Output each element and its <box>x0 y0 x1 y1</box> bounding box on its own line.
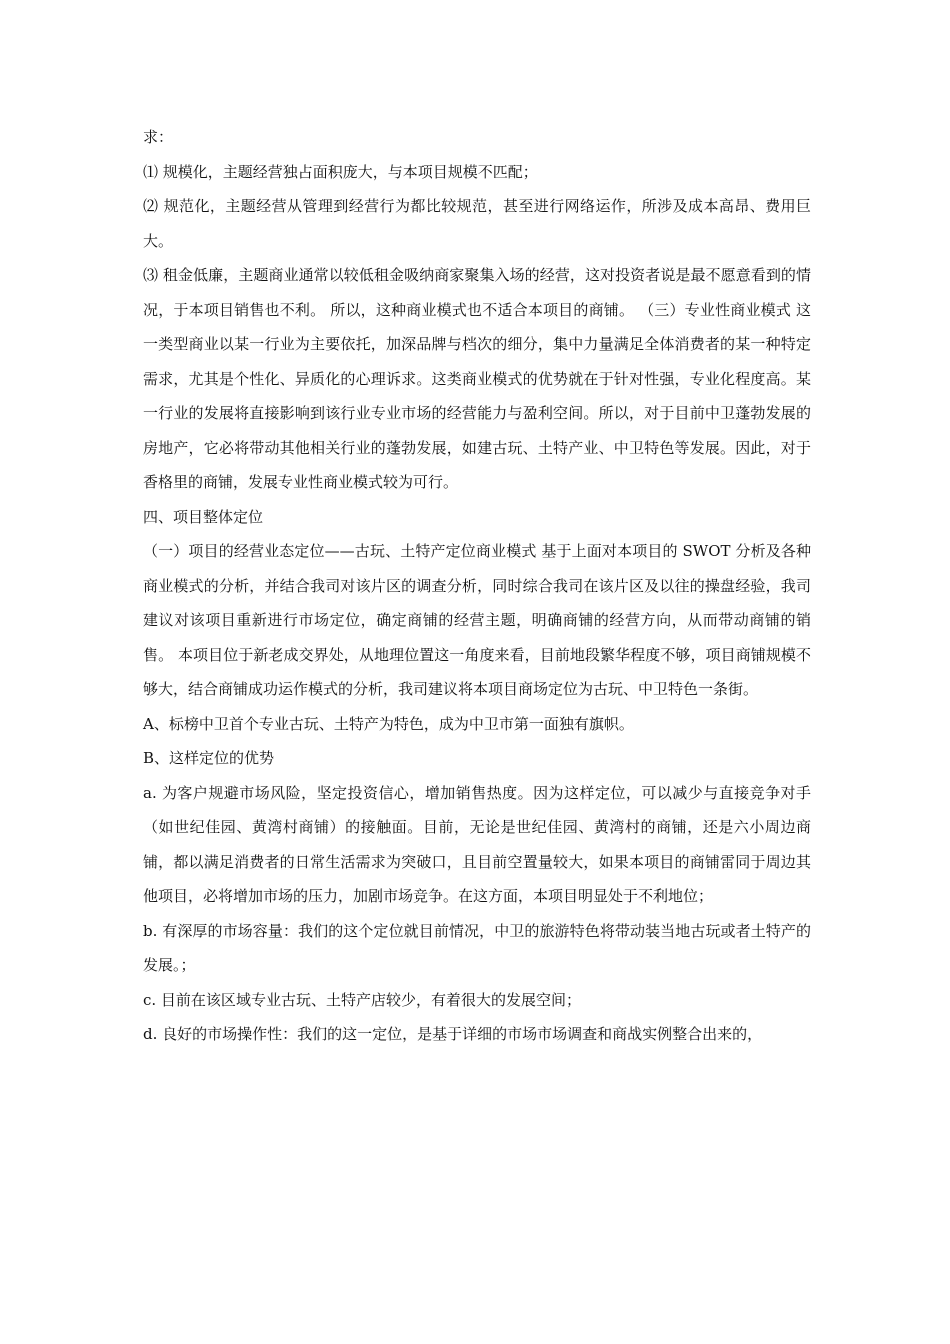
paragraph-advantage-a: a. 为客户规避市场风险，坚定投资信心，增加销售热度。因为这样定位，可以减少与直接竞争对手（如世纪佳园、黄湾村商铺）的接触面。目前，无论是世纪佳园、黄湾村的商铺，还是六小周边商铺，都以满足消费者的日常生活需求为突破口，且目前空置量较大，如果本项目的商铺雷同于周边其他项目，必将增加市场的压力，加剧市场竞争。在这方面，本项目明显处于不利地位； <box>143 783 811 905</box>
paragraph-point-b: B、这样定位的优势 <box>143 749 275 767</box>
paragraph-low-rent: ⑶ 租金低廉，主题商业通常以较低租金吸纳商家聚集入场的经营，这对投资者说是最不愿意看到的情况，于本项目销售也不利。 所以，这种商业模式也不适合本项目的商铺。 （三）专业性商业模式 这一类型商业以某一行业为主要依托，加深品牌与档次的细分，集中力量满足全体消费者的某一种特定需求，尤其是个性化、异质化的心理诉求。这类商业模式的优势就在于针对性强，专业化程度高。某一行业的发展将直接影响到该行业专业市场的经营能力与盈利空间。所以，对于目前中卫蓬勃发展的房地产，它必将带动其他相关行业的蓬勃发展，如建古玩、土特产业、中卫特色等发展。因此，对于香格里的商铺，发展专业性商业模式较为可行。 <box>143 266 811 491</box>
paragraph-advantage-b: b. 有深厚的市场容量：我们的这个定位就目前情况，中卫的旅游特色将带动装当地古玩或者土特产的发展。； <box>143 921 811 974</box>
paragraph-business-positioning: （一）项目的经营业态定位——古玩、土特产定位商业模式 基于上面对本项目的 SWOT 分析及各种商业模式的分析，并结合我司对该片区的调查分析，同时综合我司在该片区及以往的操盘经验，我司建议对该项目重新进行市场定位，确定商铺的经营主题，明确商铺的经营方向，从而带动商铺的销售。 本项目位于新老成交界处，从地理位置这一角度来看，目前地段繁华程度不够，项目商铺规模不够大，结合商铺成功运作模式的分析，我司建议将本项目商场定位为古玩、中卫特色一条街。 <box>143 542 811 698</box>
paragraph-scale: ⑴ 规模化，主题经营独占面积庞大，与本项目规模不匹配； <box>143 162 538 181</box>
paragraph-advantage-c: c. 目前在该区域专业古玩、土特产店较少，有着很大的发展空间； <box>143 990 581 1009</box>
section-heading-positioning: 四、项目整体定位 <box>143 507 264 526</box>
paragraph-requirement-lead: 求： <box>143 128 174 146</box>
paragraph-point-a: A、标榜中卫首个专业古玩、土特产为特色，成为中卫市第一面独有旗帜。 <box>143 714 634 733</box>
paragraph-standardization: ⑵ 规范化，主题经营从管理到经营行为都比较规范，甚至进行网络运作，所涉及成本高昂、费用巨大。 <box>143 197 811 250</box>
paragraph-advantage-d: d. 良好的市场操作性：我们的这一定位，是基于详细的市场市场调查和商战实例整合出来的， <box>143 1025 763 1043</box>
document-body <box>143 120 811 1052</box>
